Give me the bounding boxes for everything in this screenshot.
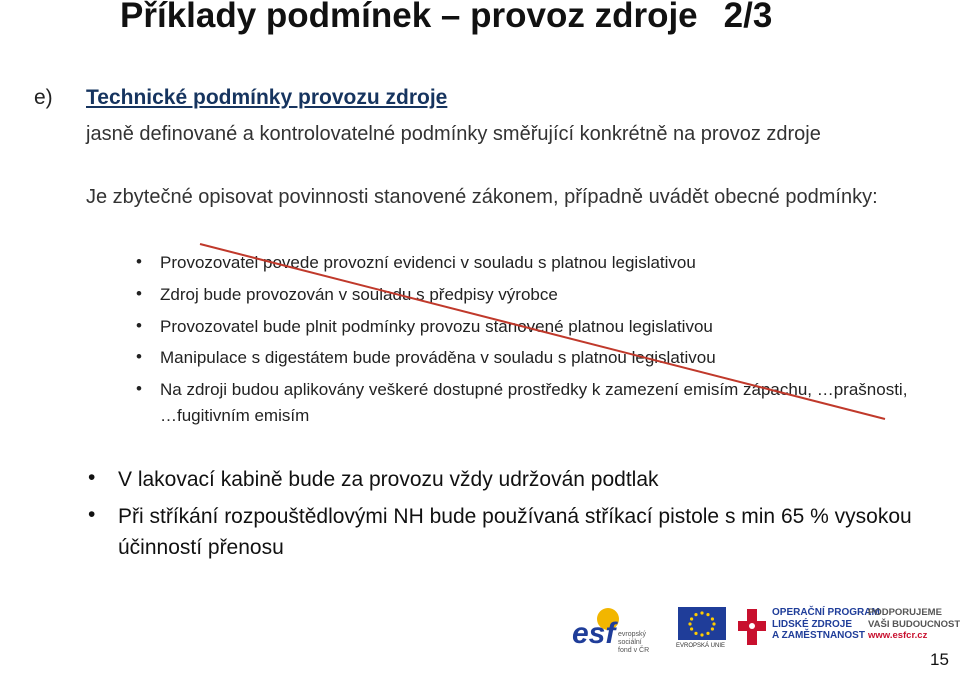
footer-logo-bar xyxy=(570,605,960,655)
struck-bullet-1: Provozovatel povede provozní evidenci v souladu s platnou legislativou xyxy=(160,253,696,272)
section-heading: Technické podmínky provozu zdroje xyxy=(86,86,448,109)
struck-bullet-4: Manipulace s digestátem bude prováděna v souladu s platnou legislativou xyxy=(160,348,716,367)
slide-page-indicator: 2/3 xyxy=(723,0,773,35)
example-bullet-1: V lakovací kabině bude za provozu vždy udržován podtlak xyxy=(118,468,659,491)
support-url: www.esfcr.cz xyxy=(868,630,928,641)
struck-bullet-2: Zdroj bude provozován v souladu s předpisy výrobce xyxy=(160,285,558,304)
paragraph-definition: jasně definované a kontrolovatelné podmínky směřující konkrétně na provoz zdroje xyxy=(86,123,821,145)
svg-text:esf: esf xyxy=(572,617,616,650)
bullet-dot: • xyxy=(136,316,142,335)
bullet-dot: • xyxy=(136,347,142,366)
op-program-icon xyxy=(738,607,766,647)
example-bullet-2: Při stříkání rozpouštědlovými NH bude používaná stříkací pistole s min 65 % vysokou účinností přenosu xyxy=(118,505,912,559)
esf-subtitle: evropský sociální fond v ČR xyxy=(618,631,650,654)
support-text: PODPORUJEME VAŠI BUDOUCNOST www.esfcr.cz xyxy=(868,607,960,641)
struck-bullet-3: Provozovatel bude plnit podmínky provozu stanovené platnou legislativou xyxy=(160,317,713,336)
bullet-dot: • xyxy=(136,379,142,398)
section-letter: e) xyxy=(34,86,53,109)
page-number: 15 xyxy=(930,650,949,669)
struck-bullet-5: Na zdroji budou aplikovány veškeré dostupné prostředky k zamezení emisím zápachu, …prašnosti, …fugitivním emisím xyxy=(160,380,908,425)
bullet-dot: • xyxy=(88,466,96,489)
eu-label: EVROPSKÁ UNIE xyxy=(676,643,726,649)
bullet-dot: • xyxy=(136,252,142,271)
bullet-dot: • xyxy=(88,503,96,526)
eu-flag-icon xyxy=(678,607,726,640)
paragraph-note: Je zbytečné opisovat povinnosti stanovené zákonem, případně uvádět obecné podmínky: xyxy=(86,186,878,208)
bullet-dot: • xyxy=(136,284,142,303)
op-program-text: OPERAČNÍ PROGRAM LIDSKÉ ZDROJE A ZAMĚSTNANOST xyxy=(772,607,880,641)
slide-title: Příklady podmínek – provoz zdroje 2/3 xyxy=(120,0,772,36)
